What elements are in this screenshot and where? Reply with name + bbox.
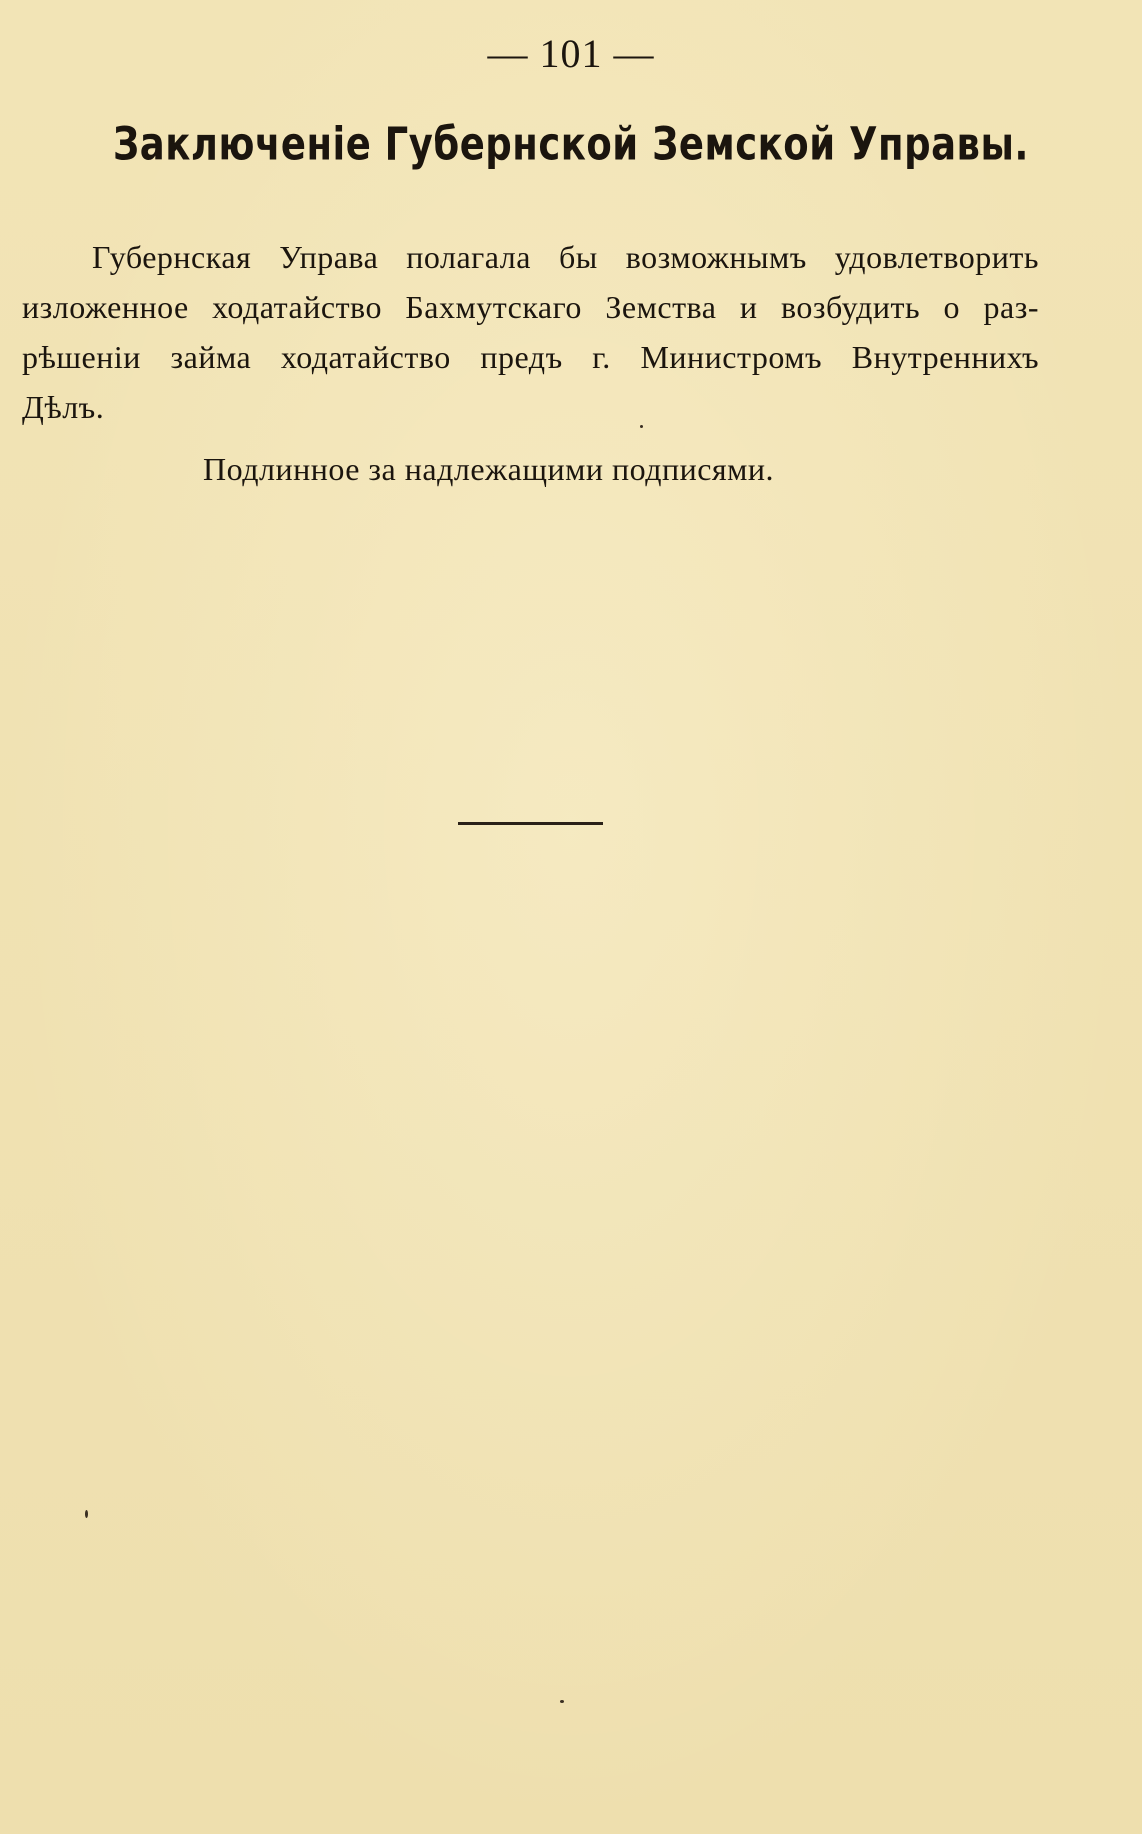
body-line: Губернская Управа полагала бы возможнымъ удовлетворить xyxy=(92,239,1039,275)
ink-speck xyxy=(85,1510,88,1518)
page-number: — 101 — xyxy=(487,31,655,76)
bleed-through-texture xyxy=(0,560,760,606)
body-paragraph xyxy=(22,232,1039,432)
ink-speck xyxy=(560,1700,564,1703)
body-line: изложенное ходатайство Бахмутскаго Земства и возбудить о раз- xyxy=(22,289,1039,325)
body-line: рѣшенiи займа ходатайство предъ г. Министромъ Внутреннихъ xyxy=(22,339,1039,375)
divider-rule xyxy=(458,822,603,825)
signature-note: Подлинное за надлежащими подписями. xyxy=(203,451,775,487)
section-heading: Заключенiе Губернской Земской Управы. xyxy=(113,118,1029,171)
body-line: Дѣлъ. xyxy=(22,389,105,425)
ink-speck xyxy=(640,425,643,428)
